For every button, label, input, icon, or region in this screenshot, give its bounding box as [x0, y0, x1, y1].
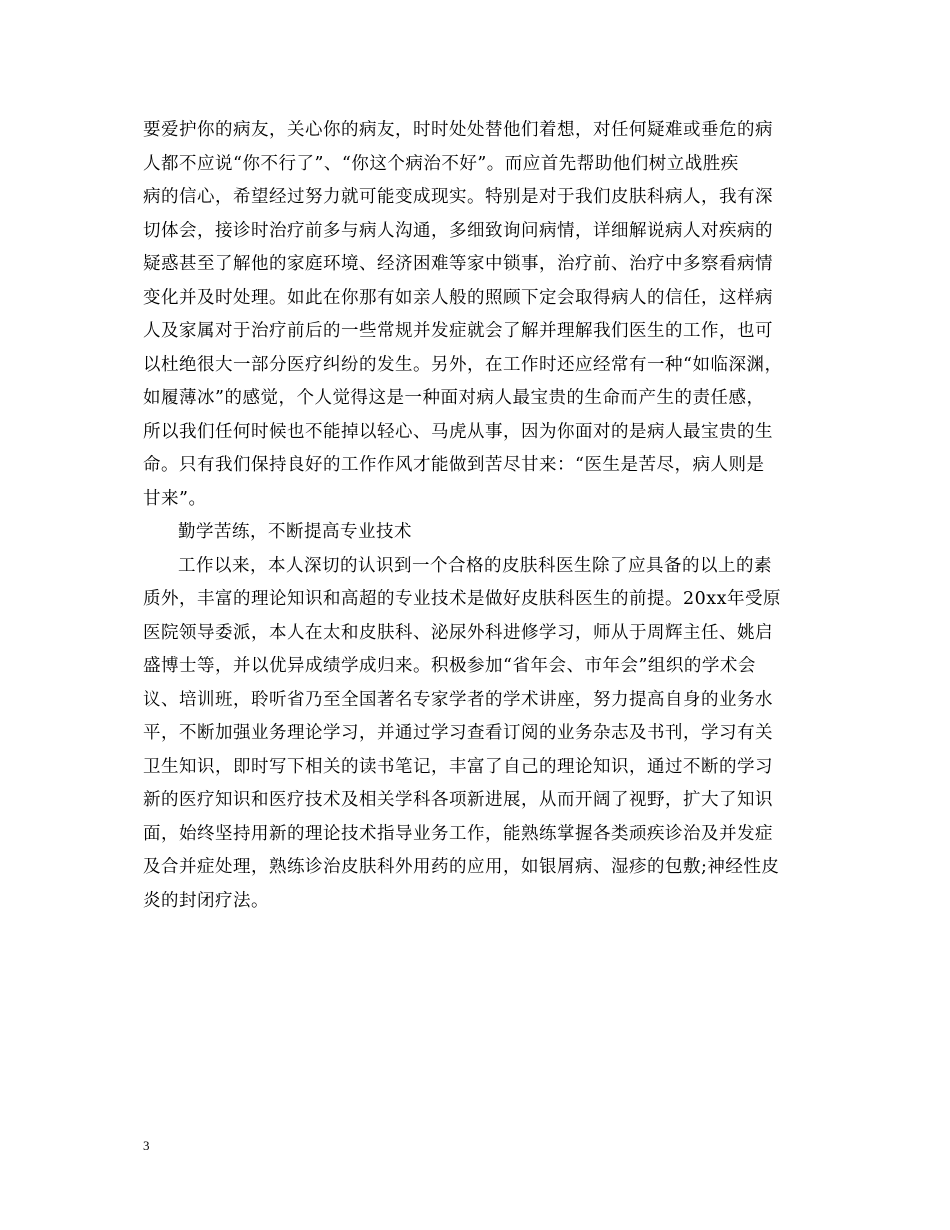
text-line: 盛博士等，并以优异成绩学成归来。积极参加“省年会、市年会”组织的学术会 — [143, 656, 756, 676]
text-line: 变化并及时处理。如此在你那有如亲人般的照顾下定会取得病人的信任，这样病 — [143, 287, 773, 308]
section-heading: 勤学苦练，不断提高专业技术 — [178, 522, 412, 542]
text-line: 炎的封闭疗法。 — [143, 890, 269, 911]
text-line: 甘来”。 — [143, 488, 207, 509]
text-line: 人都不应说“你不行了”、“你这个病治不好”。而应首先帮助他们树立战胜疾 — [143, 153, 739, 174]
text-line: 病的信心，希望经过努力就可能变成现实。特别是对于我们皮肤科病人，我有深 — [143, 187, 773, 207]
body-text — [143, 114, 813, 918]
text-line: 面，始终坚持用新的理论技术指导业务工作，能熟练掌握各类顽疾诊治及并发症 — [143, 823, 773, 844]
text-line: 命。只有我们保持良好的工作作风才能做到苦尽甘来：“医生是苦尽，病人则是 — [143, 455, 765, 475]
text-line: 新的医疗知识和医疗技术及相关学科各项新进展，从而开阔了视野，扩大了知识 — [143, 790, 773, 810]
text-line: 卫生知识，即时写下相关的读书笔记，丰富了自己的理论知识，通过不断的学习 — [143, 756, 773, 777]
text-line: 质外，丰富的理论知识和高超的专业技术是做好皮肤科医生的前提。20xx年受原 — [143, 589, 782, 609]
text-line: 以杜绝很大一部分医疗纠纷的发生。另外，在工作时还应经常有一种“如临深渊， — [143, 354, 783, 375]
text-line: 平，不断加强业务理论学习，并通过学习查看订阅的业务杂志及书刊，学习有关 — [143, 723, 773, 743]
text-line: 所以我们任何时候也不能掉以轻心、马虎从事，因为你面对的是病人最宝贵的生 — [143, 421, 773, 442]
text-line: 议、培训班，聆听省乃至全国著名专家学者的学术讲座，努力提高自身的业务水 — [143, 689, 773, 710]
text-line: 工作以来，本人深切的认识到一个合格的皮肤科医生除了应具备的以上的素 — [178, 555, 772, 576]
text-line: 人及家属对于治疗前后的一些常规并发症就会了解并理解我们医生的工作，也可 — [143, 321, 773, 341]
text-line: 切体会，接诊时治疗前多与病人沟通，多细致询问病情，详细解说病人对疾病的 — [143, 220, 773, 241]
page-number: 3 — [143, 1138, 150, 1153]
text-line: 如履薄冰”的感觉，个人觉得这是一种面对病人最宝贵的生命而产生的责任感， — [143, 388, 765, 408]
text-line: 医院领导委派，本人在太和皮肤科、泌尿外科进修学习，师从于周辉主任、姚启 — [143, 622, 773, 643]
text-line: 及合并症处理，熟练诊治皮肤科外用药的应用，如银屑病、湿疹的包敷;神经性皮 — [143, 857, 780, 877]
text-line: 要爱护你的病友，关心你的病友，时时处处替他们着想，对任何疑难或垂危的病 — [143, 120, 773, 140]
text-line: 疑惑甚至了解他的家庭环境、经济困难等家中锁事，治疗前、治疗中多察看病情 — [143, 254, 773, 274]
